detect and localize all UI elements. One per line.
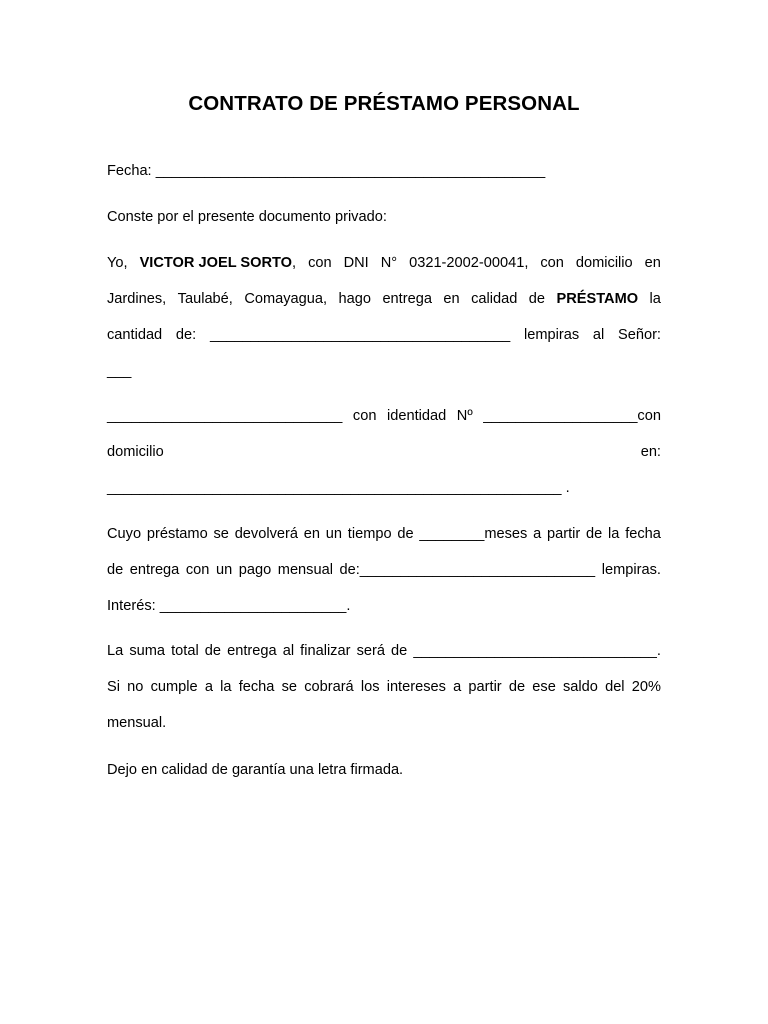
word: fecha: [238, 679, 275, 695]
word: en: [443, 291, 460, 307]
word: hago: [338, 291, 371, 307]
word: lempiras: [524, 327, 580, 343]
word: devolverá: [234, 526, 298, 542]
word: identidad: [387, 408, 447, 424]
word: partir: [468, 679, 502, 695]
word: PRÉSTAMO: [556, 291, 639, 307]
word: de: [391, 643, 408, 659]
fecha-label: Fecha:: [107, 163, 152, 179]
p3-line-2: [107, 678, 661, 696]
word: a: [453, 679, 462, 695]
word: Comayagua,: [244, 291, 328, 307]
word: a: [204, 679, 213, 695]
word: cumple: [150, 679, 198, 695]
word: al: [592, 327, 605, 343]
word: de: [508, 679, 526, 695]
word: Si: [107, 679, 120, 695]
word: con: [540, 255, 564, 271]
word: partir: [547, 526, 581, 542]
word: entrega: [382, 291, 432, 307]
word: de: [204, 643, 222, 659]
word: tiempo: [347, 526, 392, 542]
word: de: [586, 526, 603, 542]
word: a: [533, 526, 542, 542]
p1-line-6: [107, 443, 661, 461]
p3-line-1: [107, 642, 661, 660]
word: de:: [175, 327, 197, 343]
word: un: [325, 526, 342, 542]
word: calidad: [471, 291, 518, 307]
word: La: [107, 643, 124, 659]
p1-line-7: ________________________________________________________ .: [107, 480, 570, 496]
word: _____________________________________: [209, 327, 511, 343]
word: no: [127, 679, 144, 695]
word: finalizar: [300, 643, 351, 659]
word: con: [352, 408, 377, 424]
word: ___________________con: [483, 408, 661, 424]
word: intereses: [386, 679, 446, 695]
word: mensual: [277, 562, 333, 578]
word: DNI: [343, 255, 369, 271]
intro-text: Conste por el presente documento privado:: [107, 209, 387, 225]
word: VICTOR JOEL SORTO,: [139, 255, 297, 271]
p2-line-2: [107, 561, 661, 579]
word: ese: [532, 679, 556, 695]
word: en: [303, 526, 320, 542]
word: N°: [380, 255, 398, 271]
word: ________meses: [419, 526, 528, 542]
word: de: [528, 291, 546, 307]
word: cobrará: [304, 679, 354, 695]
p2-line-3: Interés: _______________________.: [107, 598, 351, 614]
word: se: [281, 679, 297, 695]
word: del: [605, 679, 625, 695]
word: _____________________________: [107, 408, 343, 424]
word: préstamo: [146, 526, 208, 542]
p3-line-3: mensual.: [107, 715, 167, 731]
word: ______________________________.: [413, 643, 661, 659]
word: los: [360, 679, 380, 695]
p1-line-2: [107, 290, 661, 308]
word: Señor:: [617, 327, 661, 343]
p1-line-4: ___: [107, 363, 132, 379]
word: saldo: [563, 679, 598, 695]
word: un: [215, 562, 233, 578]
fecha-blank: ________________________________________________: [155, 163, 546, 179]
p2-line-1: [107, 525, 661, 543]
word: Cuyo: [107, 526, 142, 542]
word: Nº: [456, 408, 473, 424]
word: pago: [238, 562, 272, 578]
document-title: CONTRATO DE PRÉSTAMO PERSONAL: [188, 92, 580, 115]
word: entrega: [129, 562, 180, 578]
word: se: [213, 526, 229, 542]
word: Jardines,: [107, 291, 167, 307]
word: cantidad: [107, 327, 163, 343]
word: 20%: [631, 679, 661, 695]
word: domicilio: [575, 255, 633, 271]
word: la: [220, 679, 232, 695]
word: con: [185, 562, 210, 578]
word: en: [644, 255, 661, 271]
word: de: [397, 526, 414, 542]
p1-line-3: [107, 326, 661, 344]
word: la: [608, 526, 620, 542]
word: en:: [640, 444, 661, 460]
word: entrega: [227, 643, 277, 659]
word: de:_____________________________: [339, 562, 596, 578]
word: será: [356, 643, 385, 659]
p1-line-5: [107, 407, 661, 425]
p4-text: Dejo en calidad de garantía una letra firmada.: [107, 762, 404, 778]
word: 0321-2002-00041,: [409, 255, 529, 271]
lender-name: VICTOR JOEL SORTO: [139, 255, 293, 271]
fecha-line: [107, 162, 661, 180]
word: domicilio: [107, 444, 164, 460]
word: de: [107, 562, 124, 578]
word: la: [649, 291, 661, 307]
word: Taulabé,: [177, 291, 233, 307]
word: lempiras.: [601, 562, 661, 578]
word: total: [171, 643, 199, 659]
word: suma: [129, 643, 166, 659]
word: al: [282, 643, 295, 659]
word: con: [308, 255, 332, 271]
word: Yo,: [107, 255, 128, 271]
p1-line-1: [107, 254, 661, 272]
word: fecha: [625, 526, 661, 542]
